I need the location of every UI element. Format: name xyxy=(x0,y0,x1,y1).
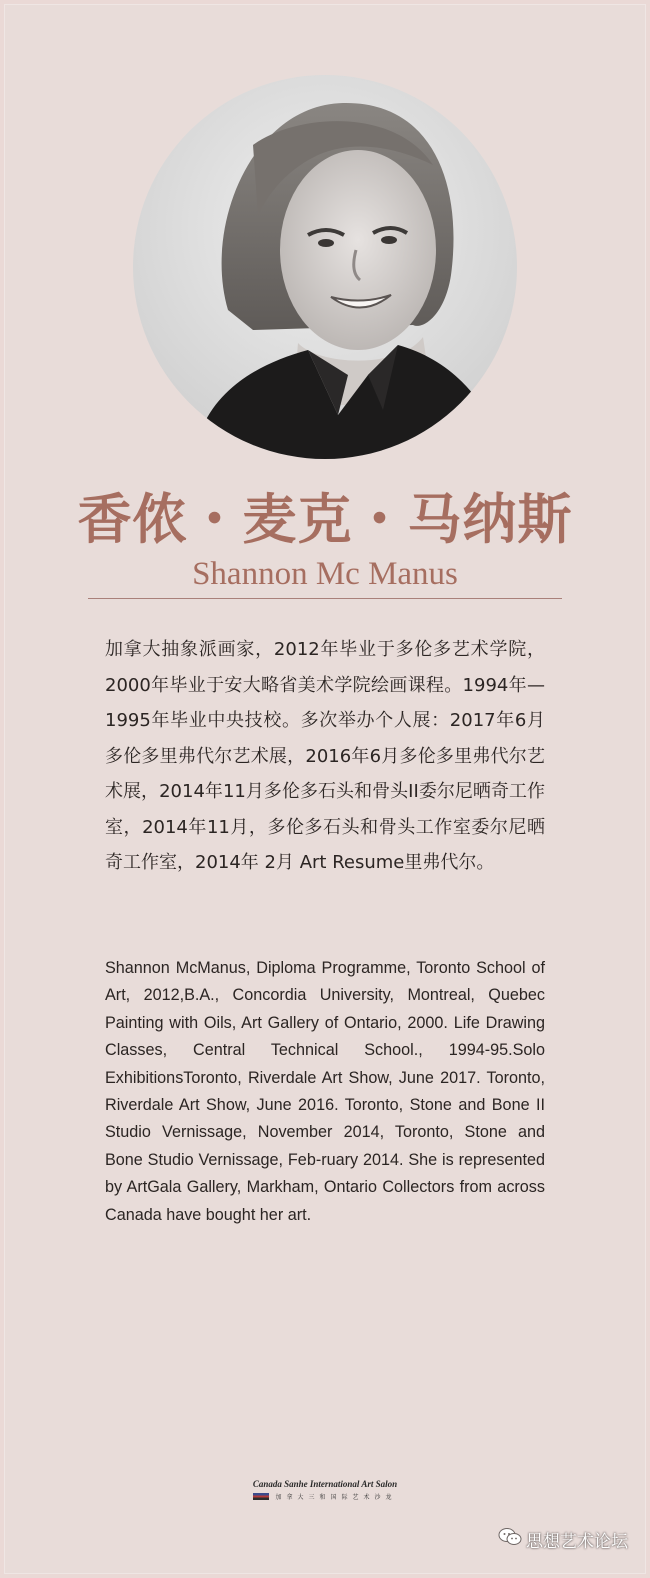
biography-english: Shannon McManus, Diploma Programme, Toronto School of Art, 2012,B.A., Concordia University, Montreal, Quebec Painting with Oils, Art Gallery of Ontario, 2000. Life Drawing Classes, Central Technical School., 1994-95.Solo ExhibitionsToronto, Riverdale Art Show, June 2017. Toronto, Riverdale Art Show, June 2016. Toronto, Stone and Bone II Studio Vernissage, November 2014, Toronto, Stone and Bone Studio Vernissage, Feb-ruary 2014. She is represented by ArtGala Gallery, Markham, Ontario Collectors from across Canada have bought her art. xyxy=(105,959,545,1224)
wechat-watermark xyxy=(498,1527,628,1552)
title-divider xyxy=(88,598,562,599)
wechat-icon xyxy=(498,1527,522,1552)
artist-portrait xyxy=(133,75,517,459)
artist-name-english: Shannon Mc Manus xyxy=(192,556,458,592)
watermark-text: 思想艺术论坛 xyxy=(526,1532,628,1552)
salon-logo xyxy=(0,1478,650,1501)
biography-chinese: 加拿大抽象派画家，2012年毕业于多伦多艺术学院，2000年毕业于安大略省美术学院绘画课程。1994年—1995年毕业中央技校。多次举办个人展：2017年6月多伦多里弗代尔艺术展，2016年6月多伦多里弗代尔艺术展，2014年11月多伦多石头和骨头II委尔尼晒奇工作室，2014年11月，多伦多石头和骨头工作室委尔尼晒奇工作室，2014年 2月 Art Resume里弗代尔。 xyxy=(105,639,545,873)
salon-logo-english: Canada Sanhe International Art Salon xyxy=(252,1479,398,1489)
salon-logo-chinese: 加拿大三和国际艺术沙龙 xyxy=(275,1494,397,1501)
logo-flag-icon xyxy=(253,1493,269,1500)
artist-name-chinese: 香侬・麦克・马纳斯 xyxy=(77,487,573,551)
